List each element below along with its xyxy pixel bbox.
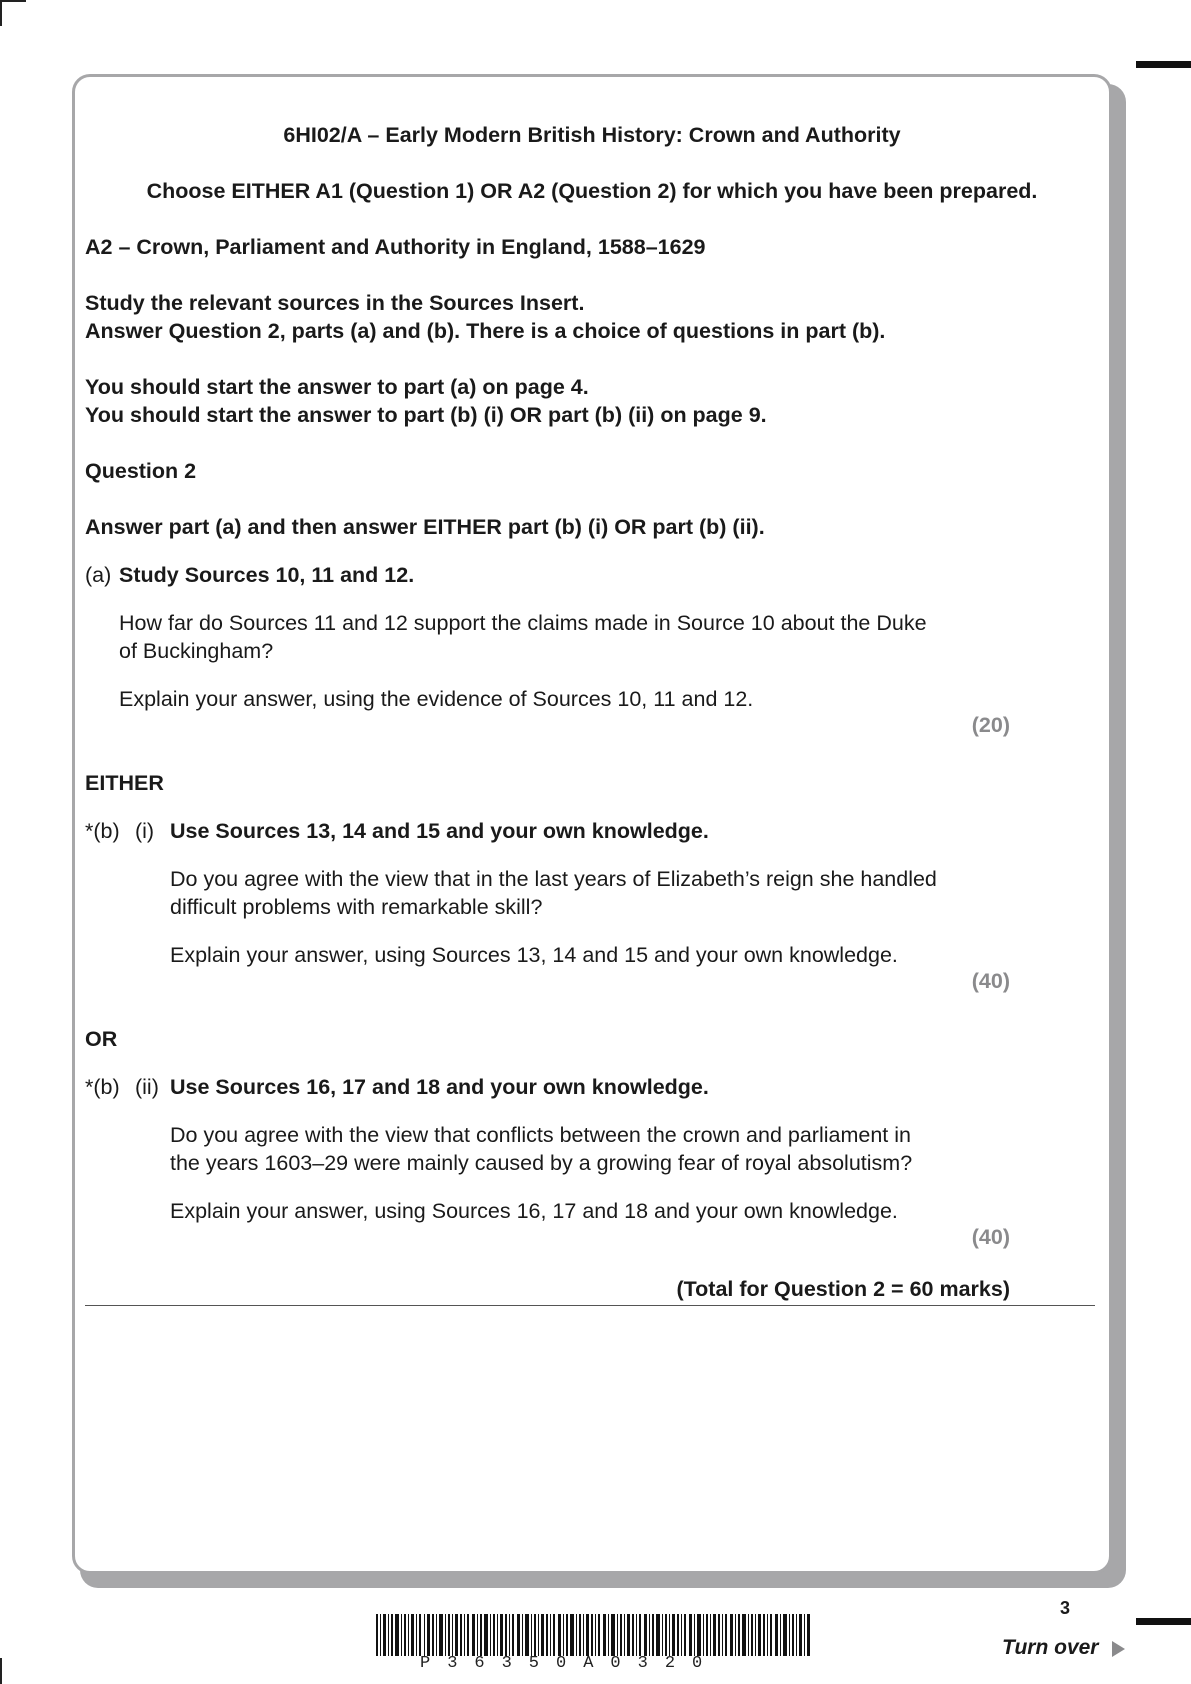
part-b1-marks: (40) xyxy=(971,969,1010,993)
crop-mark xyxy=(0,0,2,26)
start-part-b: You should start the answer to part (b) (i) OR part (b) (ii) on page 9. xyxy=(85,403,767,427)
or-label: OR xyxy=(85,1027,118,1051)
part-b1-explain: Explain your answer, using Sources 13, 14 and 15 and your own knowledge. xyxy=(170,943,898,967)
crop-mark xyxy=(0,0,26,2)
total-rule xyxy=(85,1305,1095,1306)
section-title: A2 – Crown, Parliament and Authority in England, 1588–1629 xyxy=(85,235,706,259)
part-b2-label: *(b) xyxy=(85,1075,120,1099)
part-b2-sublabel: (ii) xyxy=(135,1075,159,1099)
part-b2-explain: Explain your answer, using Sources 16, 17 and 18 and your own knowledge. xyxy=(170,1199,898,1223)
choose-instruction: Choose EITHER A1 (Question 1) OR A2 (Question 2) for which you have been prepared. xyxy=(146,179,1038,203)
question-instruction: Answer part (a) and then answer EITHER part (b) (i) OR part (b) (ii). xyxy=(85,515,765,539)
study-line: Study the relevant sources in the Sources Insert. xyxy=(85,291,585,315)
answer-line: Answer Question 2, parts (a) and (b). There is a choice of questions in part (b). xyxy=(85,319,886,343)
part-b1-question-cont: difficult problems with remarkable skill? xyxy=(170,895,543,919)
start-part-a: You should start the answer to part (a) on page 4. xyxy=(85,375,589,399)
part-b1-label: *(b) xyxy=(85,819,120,843)
part-a-label: (a) xyxy=(85,563,112,587)
paper-title: 6HI02/A – Early Modern British History: Crown and Authority xyxy=(283,123,901,147)
part-b1-sublabel: (i) xyxy=(135,819,155,843)
turn-over-text: Turn over xyxy=(1002,1636,1099,1659)
barcode-number: P36350A0320 xyxy=(420,1654,720,1673)
part-b2-question: Do you agree with the view that conflicts between the crown and parliament in xyxy=(170,1123,911,1147)
registration-bar xyxy=(1136,1618,1191,1625)
crop-mark xyxy=(0,1658,2,1684)
part-b2-marks: (40) xyxy=(971,1225,1010,1249)
part-a-instruction: Study Sources 10, 11 and 12. xyxy=(119,563,415,587)
part-a-question: How far do Sources 11 and 12 support the claims made in Source 10 about the Duke xyxy=(119,611,927,635)
question-heading: Question 2 xyxy=(85,459,197,483)
turn-over-arrow-icon xyxy=(1112,1641,1125,1657)
part-b2-question-cont: the years 1603–29 were mainly caused by a growing fear of royal absolutism? xyxy=(170,1151,913,1175)
part-b2-instruction: Use Sources 16, 17 and 18 and your own knowledge. xyxy=(170,1075,709,1099)
part-a-marks: (20) xyxy=(971,713,1010,737)
part-b1-question: Do you agree with the view that in the last years of Elizabeth’s reign she handled xyxy=(170,867,937,891)
registration-bar xyxy=(1136,61,1191,68)
part-a-explain: Explain your answer, using the evidence of Sources 10, 11 and 12. xyxy=(119,687,754,711)
barcode xyxy=(376,1614,810,1656)
part-b1-instruction: Use Sources 13, 14 and 15 and your own knowledge. xyxy=(170,819,709,843)
total-marks: (Total for Question 2 = 60 marks) xyxy=(676,1277,1010,1301)
part-a-question-cont: of Buckingham? xyxy=(119,639,274,663)
either-label: EITHER xyxy=(85,771,164,795)
page-number: 3 xyxy=(1060,1598,1071,1618)
